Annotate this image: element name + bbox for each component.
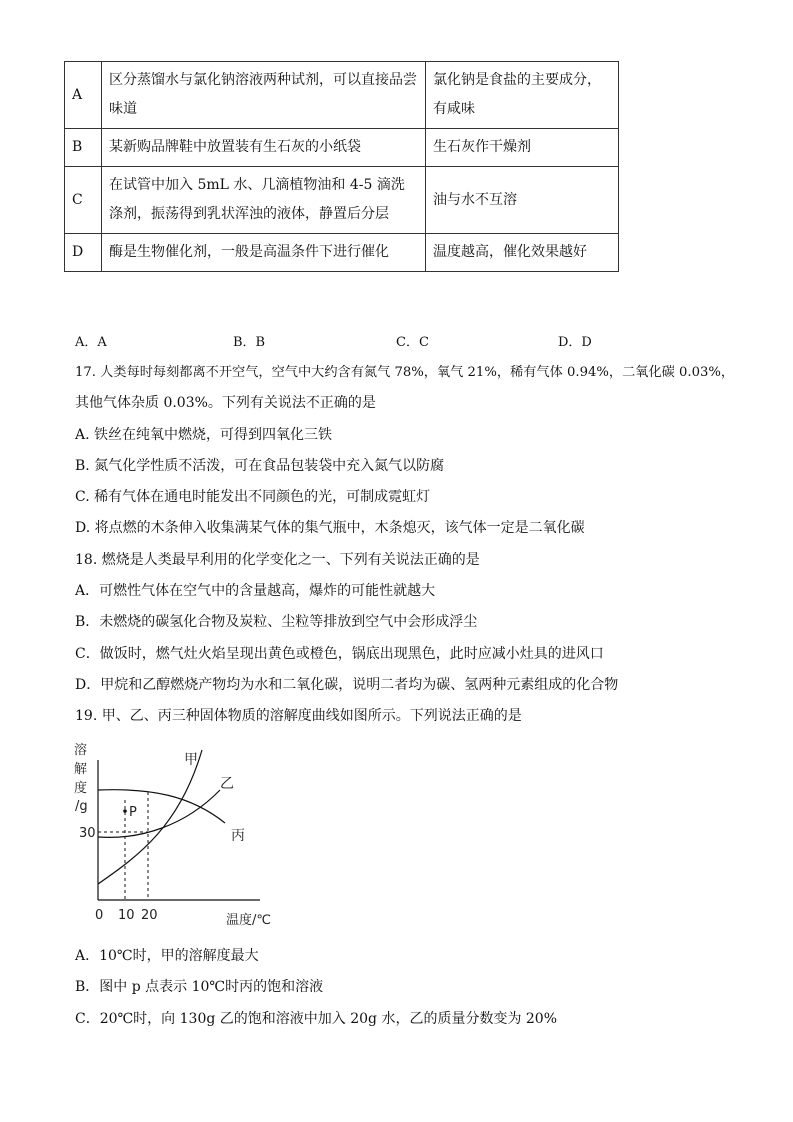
- row-reason: 氯化钠是食盐的主要成分，有咸味: [426, 62, 619, 129]
- q19-option-c[interactable]: C．20℃时，向 130g 乙的饱和溶液中加入 20g 水，乙的质量分数变为 20%: [75, 1011, 558, 1027]
- question-16-table: [64, 61, 619, 272]
- row-label: C: [65, 167, 102, 234]
- curve-label-jia: 甲: [184, 752, 198, 768]
- row-label: A: [65, 62, 102, 129]
- row-label: D: [65, 234, 102, 272]
- y-axis-label-1: 溶: [74, 743, 88, 758]
- row-content: 某新购品牌鞋中放置装有生石灰的小纸袋: [102, 129, 426, 167]
- y-axis-label-2: 解: [74, 762, 88, 777]
- option-a[interactable]: A．A: [75, 335, 107, 350]
- q18-option-c[interactable]: C．做饭时，燃气灶火焰呈现出黄色或橙色，锅底出现黑色，此时应减小灶具的进风口: [75, 646, 604, 662]
- q17-option-c[interactable]: C. 稀有气体在通电时能发出不同颜色的光，可制成霓虹灯: [75, 489, 431, 505]
- table-row: [65, 62, 619, 129]
- row-label: B: [65, 129, 102, 167]
- q19-stem: 19. 甲、乙、丙三种固体物质的溶解度曲线如图所示。下列说法正确的是: [75, 708, 522, 724]
- table-row: [65, 129, 619, 167]
- solubility-chart: [70, 740, 290, 930]
- q17-stem-line1: 17. 人类每时每刻都离不开空气，空气中大约含有氮气 78%，氧气 21%，稀有气体 0.94%，二氧化碳 0.03%，: [75, 365, 735, 380]
- point-p: [123, 809, 127, 813]
- q17-option-a[interactable]: A. 铁丝在纯氧中燃烧，可得到四氧化三铁: [75, 427, 333, 443]
- q17-option-d[interactable]: D. 将点燃的木条伸入收集满某气体的集气瓶中，木条熄灭，该气体一定是二氧化碳: [75, 520, 585, 536]
- q18-stem: 18. 燃烧是人类最早利用的化学变化之一、下列有关说法正确的是: [75, 552, 480, 568]
- y-axis-label-3: 度: [74, 781, 88, 796]
- curve-bing: [98, 790, 225, 823]
- row-reason: 油与水不互溶: [426, 167, 619, 234]
- tick-label-0: 0: [95, 908, 104, 923]
- q19-option-b[interactable]: B．图中 p 点表示 10℃时丙的饱和溶液: [75, 979, 324, 995]
- point-p-label: P: [129, 805, 137, 820]
- table-row: [65, 234, 619, 272]
- row-reason: 生石灰作干燥剂: [426, 129, 619, 167]
- y-axis-label-4: /g: [75, 799, 88, 814]
- option-d[interactable]: D．D: [558, 335, 592, 350]
- row-reason: 温度越高，催化效果越好: [426, 234, 619, 272]
- q18-option-a[interactable]: A．可燃性气体在空气中的含量越高，爆炸的可能性就越大: [75, 583, 436, 599]
- q18-option-b[interactable]: B．未燃烧的碳氢化合物及炭粒、尘粒等排放到空气中会形成浮尘: [75, 614, 478, 630]
- curve-label-yi: 乙: [220, 776, 234, 792]
- q17-option-b[interactable]: B. 氮气化学性质不活泼，可在食品包装袋中充入氮气以防腐: [75, 458, 445, 474]
- row-content: 在试管中加入 5mL 水、几滴植物油和 4-5 滴洗涤剂，振荡得到乳状浑浊的液体，静置后分层: [102, 167, 426, 234]
- curve-label-bing: 丙: [231, 828, 245, 844]
- q19-option-a[interactable]: A．10℃时，甲的溶解度最大: [75, 948, 259, 964]
- row-content: 区分蒸馏水与氯化钠溶液两种试剂，可以直接品尝味道: [102, 62, 426, 129]
- q17-stem-line2: 其他气体杂质 0.03%。下列有关说法不正确的是: [75, 395, 376, 411]
- x-axis-label: 温度/℃: [226, 913, 271, 928]
- option-b[interactable]: B．B: [233, 335, 266, 350]
- tick-label-20: 20: [141, 908, 158, 923]
- option-c[interactable]: C．C: [396, 335, 429, 350]
- row-content: 酶是生物催化剂，一般是高温条件下进行催化: [102, 234, 426, 272]
- table-row: [65, 167, 619, 234]
- curve-yi: [98, 790, 220, 837]
- q18-option-d[interactable]: D．甲烷和乙醇燃烧产物均为水和二氧化碳，说明二者均为碳、氢两种元素组成的化合物: [75, 677, 619, 693]
- tick-label-10: 10: [118, 908, 135, 923]
- tick-label-30: 30: [79, 826, 96, 841]
